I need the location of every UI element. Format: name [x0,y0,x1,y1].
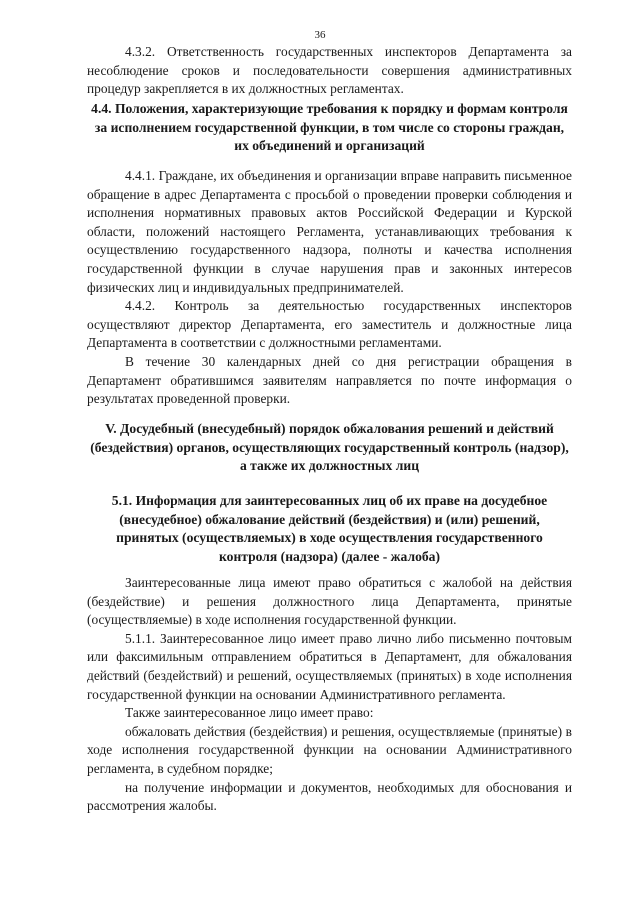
page-number: 36 [314,29,326,41]
heading-section-V: V. Досудебный (внесудебный) порядок обжалования решений и действий (бездействия) органов, осуществляющих государственный контроль (надзор), а также их должностных лиц [90,421,569,474]
section-4-4-heading-block [87,100,572,156]
paragraph-4-4-2: 4.4.2. Контроль за деятельностью государственных инспекторов осуществляют директор Департамента, его заместитель и должностные лица Департамента в соответствии с должностными регламентами. [87,298,572,351]
paragraph-also-right: Также заинтересованное лицо имеет право: [125,705,374,721]
paragraph-5-1-1: 5.1.1. Заинтересованное лицо имеет право лично либо письменно почтовым или факсимильным отправлением обратиться в Департамент, для обжалования действий (бездействий) и решений, осуществляемых (принятых) в ходе исполнения государственной функции на основании Административного регламента. [87,630,572,702]
section-V-heading-block [87,420,572,476]
paragraph-interested-persons: Заинтересованные лица имеют право обратиться с жалобой на действия (бездействие) и решения должностного лица Департамента, принятые (осуществляемые) в ходе исполнения государственной функции. [87,575,572,628]
paragraph-appeal-court: обжаловать действия (бездействия) и решения, осуществляемые (принятые) в ходе исполнения государственной функции на основании Административного регламента, в судебном порядке; [87,723,572,776]
section-4-3-2 [87,43,572,99]
heading-4-4: 4.4. Положения, характеризующие требования к порядку и формам контроля за исполнением государственной функции, в том числе со стороны граждан, их объединений и организаций [91,101,568,154]
paragraph-receive-info: на получение информации и документов, необходимых для обоснования и рассмотрения жалобы. [87,779,572,814]
section-5-1-heading-block [87,492,572,566]
paragraph-30-days: В течение 30 календарных дней со дня регистрации обращения в Департамент обратившимся заявителям направляется по почте информация о результатах проведенной проверки. [87,353,572,407]
section-5-1-body [87,574,572,816]
paragraph-4-4-1: 4.4.1. Граждане, их объединения и организации вправе направить письменное обращение в адрес Департамента с просьбой о проведении проверки соблюдения и исполнения нормативных правовых актов Российской Федерации и Курской области, положений настоящего Регламента, устанавливающих требования к осуществлению государственного надзора, полноты и качества исполнения государственной функции в случае нарушения прав и законных интересов физических лиц и индивидуальных предпринимателей. [87,168,572,295]
section-4-4-body [87,167,572,409]
paragraph-4-3-2: 4.3.2. Ответственность государственных инспекторов Департамента за несоблюдение сроков и последовательности совершения административных процедур закрепляется в их должностных регламентах. [87,44,572,97]
heading-5-1: 5.1. Информация для заинтересованных лиц об их праве на досудебное (внесудебное) обжалование действий (бездействия) и (или) решений, принятых (осуществляемых) в ходе осуществления государственного контроля (надзора) (далее - жалоба) [111,493,548,564]
